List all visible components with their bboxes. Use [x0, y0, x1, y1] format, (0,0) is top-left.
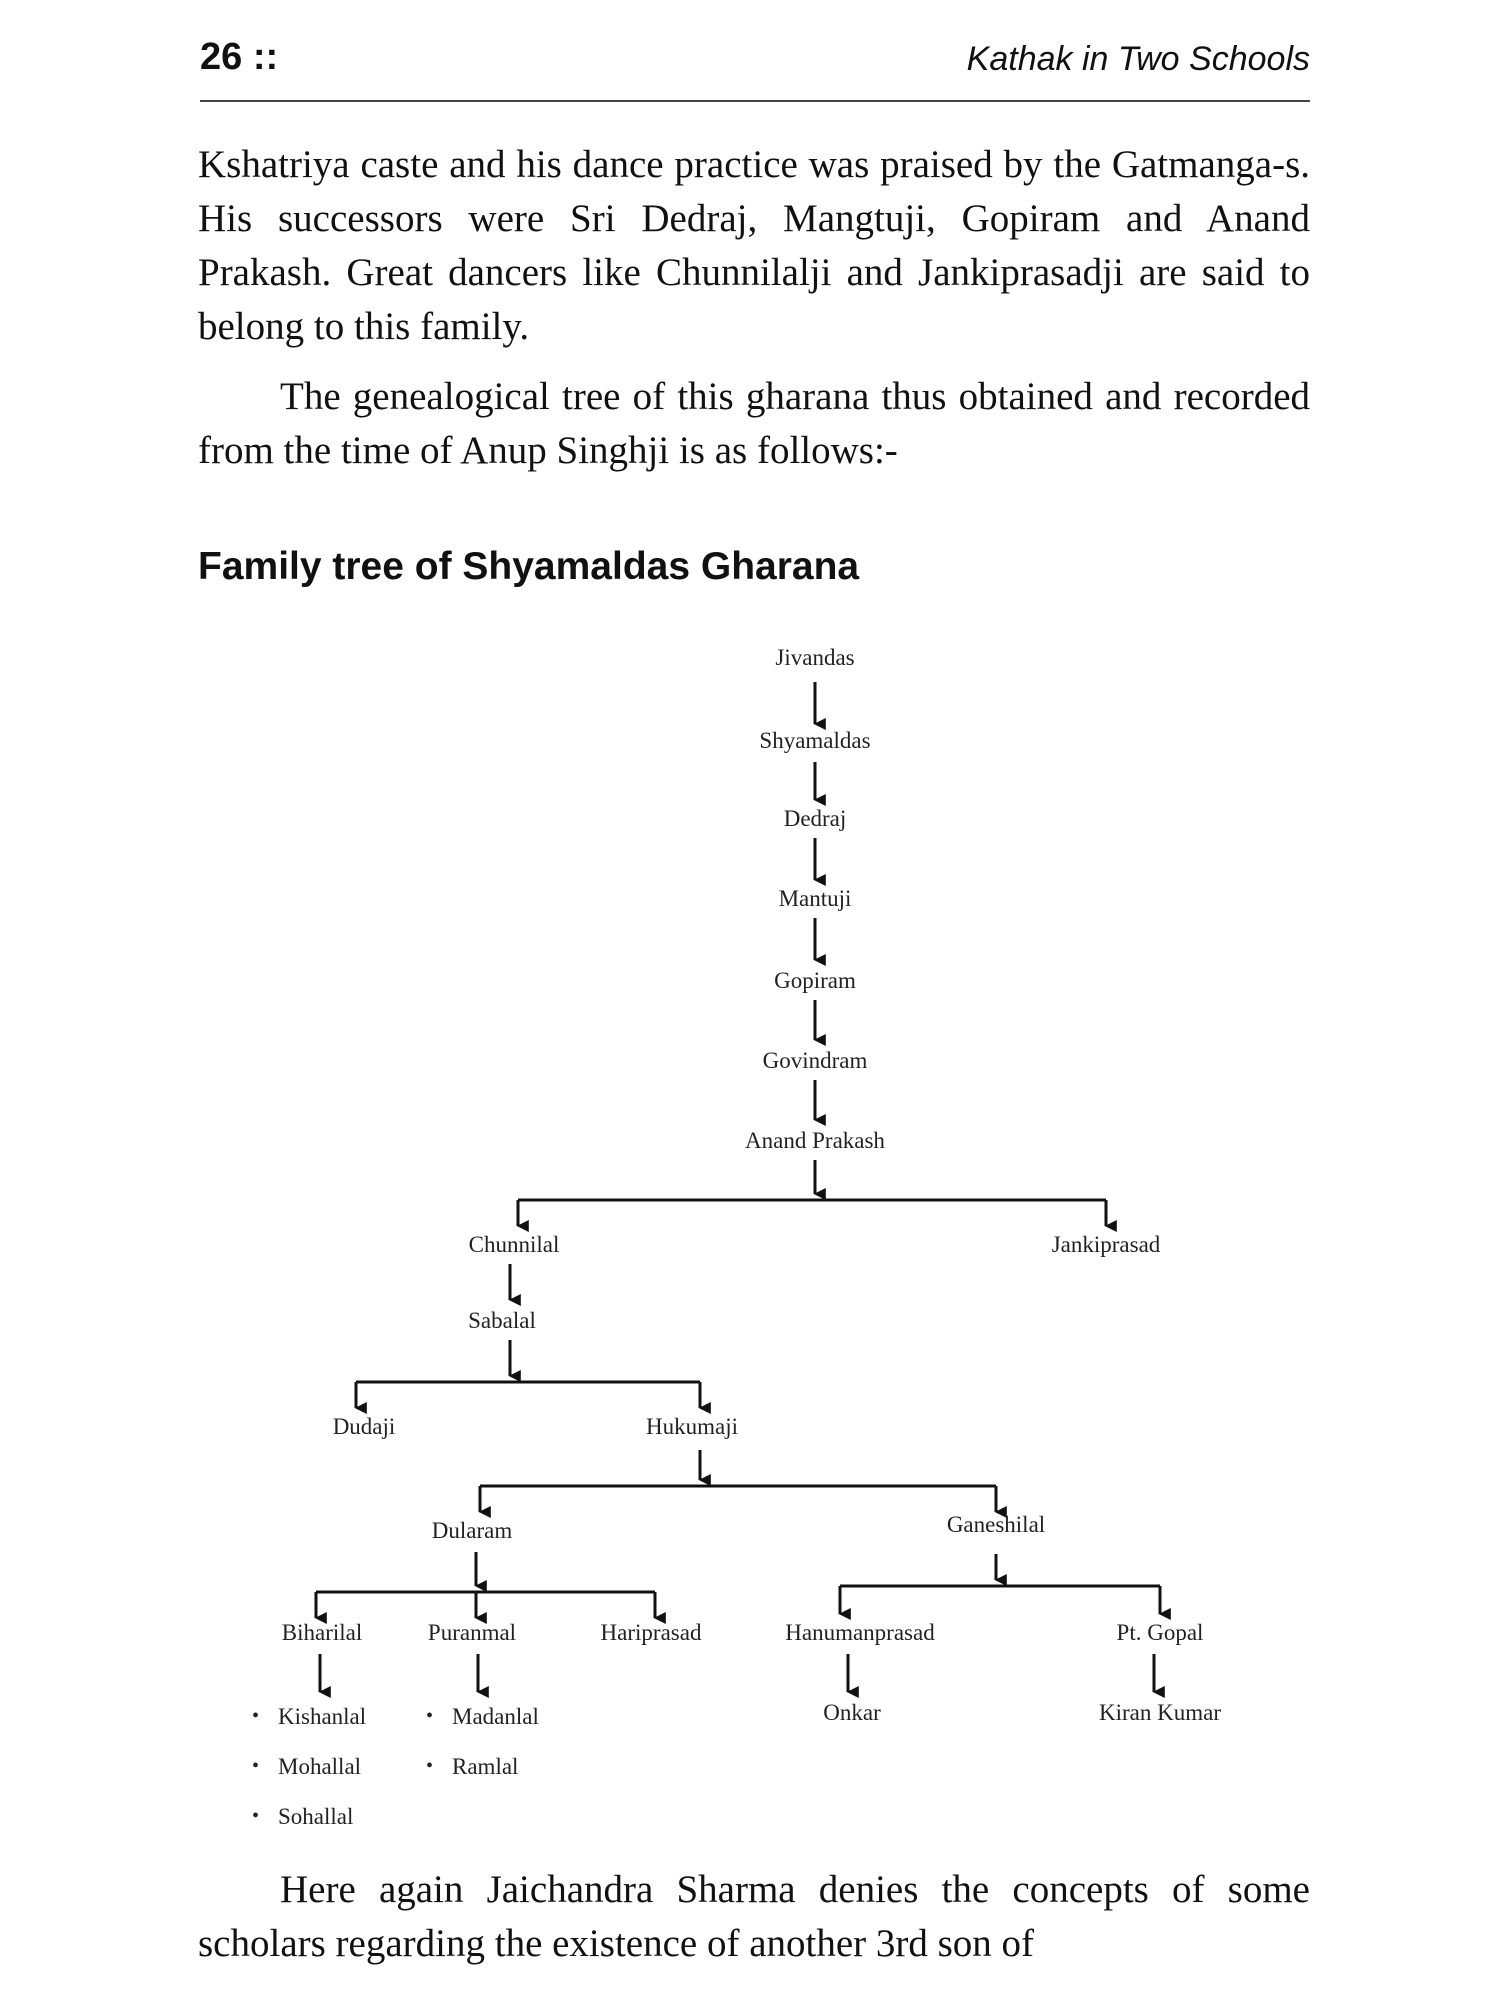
node-mohallal: Mohallal — [278, 1754, 362, 1779]
running-title: Kathak in Two Schools — [966, 40, 1310, 78]
node-hanumanprasad: Hanumanprasad — [785, 1620, 935, 1645]
node-shyamaldas: Shyamaldas — [759, 728, 871, 753]
node-pt-gopal: Pt. Gopal — [1116, 1620, 1204, 1645]
node-govindram: Govindram — [762, 1048, 868, 1073]
node-gopiram: Gopiram — [774, 968, 856, 993]
node-anand-prakash: Anand Prakash — [745, 1128, 885, 1153]
node-ganeshilal: Ganeshilal — [946, 1512, 1046, 1537]
bullet-icon: • — [252, 1705, 260, 1727]
node-kiran-kumar: Kiran Kumar — [1099, 1700, 1221, 1725]
node-hukumaji: Hukumaji — [646, 1414, 738, 1439]
paragraph-conclusion: Here again Jaichandra Sharma denies the concepts of some scholars regarding the existence of another 3rd son of — [198, 1868, 1310, 1965]
node-onkar: Onkar — [823, 1700, 881, 1725]
node-dularam: Dularam — [431, 1518, 513, 1543]
node-madanlal: Madanlal — [452, 1704, 539, 1729]
node-dudaji: Dudaji — [332, 1414, 396, 1439]
node-kishanlal: Kishanlal — [278, 1704, 367, 1729]
node-sohallal: Sohallal — [278, 1804, 354, 1829]
node-chunnilal: Chunnilal — [468, 1232, 560, 1257]
node-puranmal: Puranmal — [427, 1620, 517, 1645]
bullet-icon: • — [426, 1755, 434, 1777]
node-jankiprasad: Jankiprasad — [1051, 1232, 1161, 1257]
node-ramlal: Ramlal — [452, 1754, 519, 1779]
section-heading: Family tree of Shyamaldas Gharana — [198, 545, 860, 588]
paragraph-intro: Kshatriya caste and his dance practice was praised by the Gatmanga-s. His successors were Sri Dedraj, Mangtuji, Gopiram and Anand Prakash. Great dancers like Chunnilalji and Jankiprasadji are said to belong to this family. — [198, 143, 1310, 348]
node-sabalal: Sabalal — [468, 1308, 536, 1333]
node-dedraj: Dedraj — [783, 806, 847, 831]
node-jivandas: Jivandas — [775, 645, 855, 670]
node-biharilal: Biharilal — [281, 1620, 363, 1645]
bullet-icon: • — [252, 1755, 260, 1777]
node-mantuji: Mantuji — [778, 886, 852, 911]
page-number: 26 :: — [200, 36, 279, 78]
paragraph-tree-intro: The genealogical tree of this gharana thus obtained and recorded from the time of Anup Singhji is as follows:- — [198, 375, 1310, 472]
node-hariprasad: Hariprasad — [600, 1620, 702, 1645]
bullet-icon: • — [426, 1705, 434, 1727]
bullet-icon: • — [252, 1805, 260, 1827]
